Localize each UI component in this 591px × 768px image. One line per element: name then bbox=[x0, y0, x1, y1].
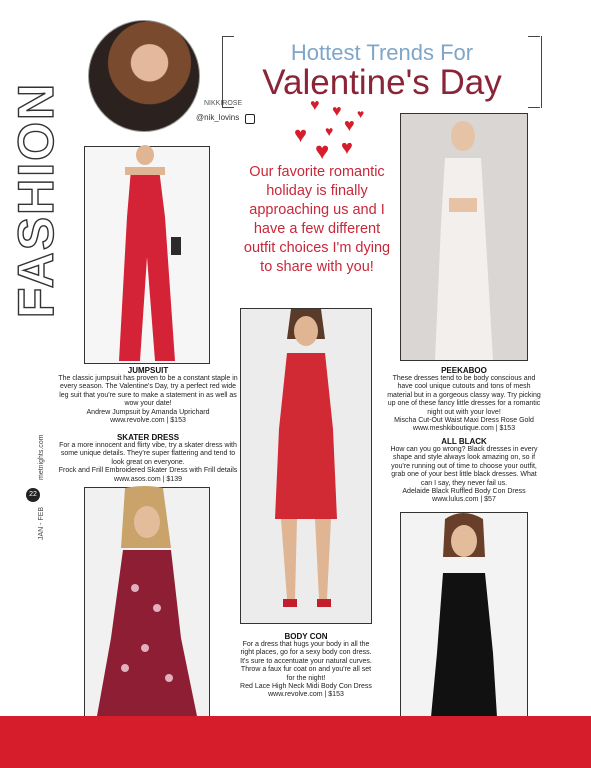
heart-icon: ♥ bbox=[325, 123, 334, 139]
all-black-heading: ALL BLACK bbox=[441, 437, 487, 446]
heart-icon: ♥ bbox=[357, 107, 365, 121]
all-black-desc: How can you go wrong? Black dresses in every shape and style always look amazing on, so if you're running out of time to choose your outfit, grab one of your best little black dresses. What can I say, they never fail us. bbox=[390, 446, 538, 487]
heart-icon: ♥ bbox=[332, 103, 342, 120]
section-label-fashion bbox=[8, 30, 65, 370]
skater-desc: For a more innocent and flirty vibe, try a skater dress with some unique details. They're super flattering and tend to look great on everyone. bbox=[59, 442, 237, 466]
body-con-product: Red Lace High Neck Midi Body Con Dress bbox=[240, 683, 372, 691]
heart-icon: ♥ bbox=[341, 137, 353, 159]
heart-icon: ♥ bbox=[294, 122, 308, 147]
intro-text: Our favorite romantic holiday is finally approaching us and I have a few different outfit choices I'm dying to share with you! bbox=[243, 164, 391, 275]
avatar bbox=[88, 20, 200, 132]
skater-product: Frock and Frill Embroidered Skater Dress with Frill details bbox=[58, 467, 238, 475]
jumpsuit-desc: The classic jumpsuit has proven to be a constant staple in every season. The Valentine's Day, try a perfect red wide leg suit that you're sure to make a statement in as well as wow your date! bbox=[58, 375, 238, 408]
heart-icon: ♥ bbox=[344, 115, 355, 135]
jumpsuit-product: Andrew Jumpsuit by Amanda Uprichard bbox=[86, 408, 210, 416]
peekaboo-product: Mischa Cut-Out Waist Maxi Dress Rose Gold bbox=[394, 417, 534, 425]
body-con-photo bbox=[240, 308, 372, 624]
issue-label: JAN - FEB bbox=[38, 506, 45, 540]
peekaboo-source: www.meshkiboutique.com | $153 bbox=[412, 425, 516, 433]
all-black-photo bbox=[400, 512, 528, 718]
skater-source: www.asos.com | $139 bbox=[114, 475, 182, 483]
page-subtitle: Hottest Trends For bbox=[290, 40, 474, 65]
jumpsuit-heading: JUMPSUIT bbox=[127, 366, 169, 375]
heart-icon: ♥ bbox=[315, 138, 330, 165]
body-con-desc: For a dress that hugs your body in all the right places, go for a sexy body con dress. It's sure to accentuate your natural curves. Throw a faux fur coat on and you're all set for the night! bbox=[240, 641, 372, 682]
body-con-source: www.revolve.com | $153 bbox=[268, 691, 344, 699]
svg-text:FASHION: FASHION bbox=[8, 81, 65, 319]
page-title: Valentine's Day bbox=[262, 63, 502, 102]
jumpsuit-photo bbox=[84, 146, 210, 364]
site-label: metnights.com bbox=[38, 434, 45, 480]
peekaboo-heading: PEEKABOO bbox=[441, 366, 487, 375]
peekaboo-desc: These dresses tend to be body conscious and have cool unique cutouts and tons of mesh material but in a gorgeous classy way. Try picking up one of these fancy little dresses for a romantic night out with your love! bbox=[387, 375, 541, 416]
author-handle: @nik_lovins bbox=[196, 113, 240, 122]
all-black-source: www.lulus.com | $57 bbox=[432, 496, 496, 504]
instagram-icon bbox=[245, 114, 255, 124]
peekaboo-photo bbox=[400, 113, 528, 361]
jumpsuit-source: www.revolve.com | $153 bbox=[110, 417, 186, 425]
bottom-band bbox=[0, 716, 591, 768]
skater-heading: SKATER DRESS bbox=[116, 433, 180, 442]
body-con-heading: BODY CON bbox=[284, 632, 328, 641]
all-black-product: Adelaide Black Ruffled Body Con Dress bbox=[402, 488, 526, 496]
page-number: 22 bbox=[26, 488, 40, 502]
author-name: NIKKIROSE bbox=[204, 100, 243, 107]
heart-icon: ♥ bbox=[310, 97, 320, 114]
skater-dress-photo bbox=[84, 487, 210, 717]
